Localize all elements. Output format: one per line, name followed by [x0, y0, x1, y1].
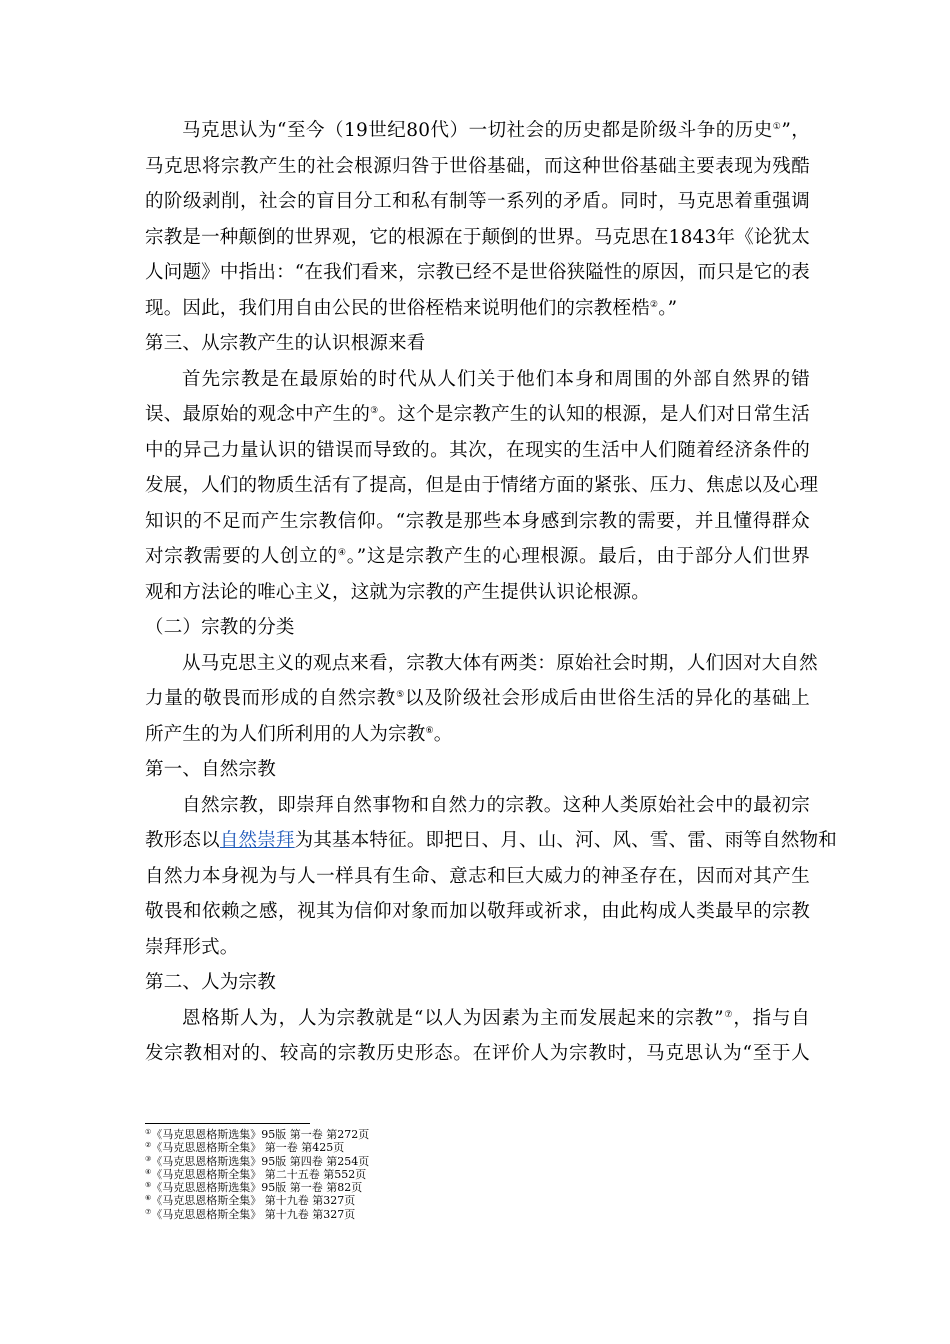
- line-text: 知识的不足而产生宗教信仰。“宗教是那些本身感到宗教的需要，并且懂得群众: [145, 510, 810, 532]
- line-text: 观和方法论的唯心主义，这就为宗教的产生提供认识论根源。: [145, 581, 650, 603]
- text-line: [145, 1036, 810, 1072]
- footnote-text: 《马克思恩格斯全集》 第十九卷 第327页: [151, 1207, 356, 1221]
- footnote-item: [145, 1194, 545, 1207]
- footnote-item: [145, 1208, 545, 1221]
- text-line: [145, 220, 810, 256]
- footnote-text: 《马克思恩格斯选集》95版 第四卷 第254页: [151, 1154, 370, 1168]
- text-line: [145, 326, 810, 362]
- text-line: [145, 255, 810, 291]
- text-line: [145, 113, 810, 149]
- footnote-text: 《马克思恩格斯选集》95版 第一卷 第272页: [151, 1128, 370, 1141]
- line-text: 自然力本身视为与人一样具有生命、意志和巨大威力的神圣存在，因而对其产生: [145, 865, 810, 887]
- text-line: [145, 504, 810, 540]
- line-text: 的阶级剥削，社会的盲目分工和私有制等一系列的矛盾。同时，马克思着重强调: [145, 191, 810, 212]
- footnote-marker[interactable]: ⑤: [396, 690, 405, 700]
- line-text: 自然宗教，即崇拜自然事物和自然力的宗教。这种人类原始社会中的最初宗: [182, 794, 810, 816]
- footnote-text: 《马克思恩格斯选集》95版 第一卷 第82页: [151, 1181, 363, 1195]
- footnote-number: ⑤: [145, 1181, 152, 1190]
- line-text-tail: 为其基本特征。即把日、月、山、河、风、雪、雷、雨等自然物和: [294, 830, 837, 851]
- line-text-tail: 。”: [658, 297, 678, 319]
- line-text-tail: ”，: [781, 120, 810, 141]
- text-line: [145, 291, 810, 327]
- footnote-separator: [145, 1123, 310, 1124]
- line-text: 第三、从宗教产生的认识根源来看: [145, 333, 426, 354]
- paragraph: [145, 113, 810, 326]
- text-line: [145, 184, 810, 220]
- line-text: 宗教是一种颠倒的世界观，它的根源在于颠倒的世界。马克思在1843年《论犹太: [145, 226, 810, 248]
- footnote-text: 《马克思恩格斯全集》 第一卷 第425页: [151, 1141, 345, 1155]
- line-text: 误、最原始的观念中产生的: [145, 404, 371, 425]
- text-line: [145, 788, 810, 824]
- footnote-item: [145, 1128, 545, 1141]
- line-text: 中的异己力量认识的错误而导致的。其次，在现实的生活中人们随着经济条件的: [145, 439, 810, 461]
- line-text-tail: 。这个是宗教产生的认知的根源，是人们对日常生活: [378, 404, 811, 425]
- paragraph: [145, 362, 819, 611]
- text-line: [145, 433, 810, 469]
- section-heading: [145, 610, 810, 646]
- line-text: 发宗教相对的、较高的宗教历史形态。在评价人为宗教时，马克思认为“至于人: [145, 1043, 810, 1064]
- line-text-tail: ，指与自: [733, 1007, 810, 1029]
- footnote-marker[interactable]: ③: [370, 406, 379, 416]
- text-line: [145, 539, 810, 575]
- line-text: 从马克思主义的观点来看，宗教大体有两类：原始社会时期，人们因对大自然: [182, 652, 818, 674]
- footnote-number: ②: [145, 1141, 152, 1150]
- text-line: [145, 575, 810, 611]
- line-text: 首先宗教是在最原始的时代从人们关于他们本身和周围的外部自然界的错: [182, 368, 810, 390]
- footnote-marker[interactable]: ②: [649, 299, 659, 310]
- text-line: [145, 752, 810, 788]
- footnote-number: ③: [145, 1154, 152, 1163]
- text-line: [145, 362, 810, 398]
- line-text: 现。因此，我们用自由公民的世俗桎梏来说明他们的宗教桎梏: [145, 297, 650, 319]
- text-line: [145, 681, 810, 717]
- footnote-number: ④: [145, 1167, 152, 1176]
- paragraph: [145, 1001, 810, 1072]
- footnote-item: [145, 1141, 545, 1154]
- text-line: [145, 894, 810, 930]
- text-line: [145, 930, 810, 966]
- text-line: [145, 397, 810, 433]
- text-line: [145, 646, 818, 682]
- line-text: 恩格斯人为，人为宗教就是“以人为因素为主而发展起来的宗教”: [182, 1007, 724, 1029]
- text-line: [145, 610, 810, 646]
- line-text: 第一、自然宗教: [145, 759, 276, 780]
- line-text: 马克思将宗教产生的社会根源归咎于世俗基础，而这种世俗基础主要表现为残酷: [145, 155, 810, 177]
- line-text: 敬畏和依赖之感，视其为信仰对象而加以敬拜或祈求，由此构成人类最早的宗教: [145, 901, 810, 922]
- text-line: [145, 717, 810, 753]
- line-text: （二）宗教的分类: [145, 617, 295, 638]
- line-text: 人问题》中指出：“在我们看来，宗教已经不是世俗狭隘性的原因，而只是它的表: [145, 262, 810, 283]
- line-text: 第二、人为宗教: [145, 972, 276, 993]
- section-heading: [145, 965, 810, 1001]
- footnote-item: [145, 1168, 545, 1181]
- footnote-marker[interactable]: ①: [772, 122, 782, 132]
- footnote-marker[interactable]: ④: [337, 548, 347, 558]
- line-text: 马克思认为“至今（19世纪80代）一切社会的历史都是阶级斗争的历史: [182, 120, 773, 141]
- text-line: [145, 965, 810, 1001]
- footnote-text: 《马克思恩格斯全集》 第二十五卷 第552页: [151, 1167, 367, 1181]
- footnote-number: ①: [145, 1128, 152, 1136]
- text-line: [145, 468, 819, 504]
- line-text: 所产生的为人们所利用的人为宗教: [145, 723, 426, 745]
- line-text-tail: 。: [433, 723, 453, 745]
- text-line: [145, 149, 810, 185]
- footnote-marker[interactable]: ⑥: [425, 725, 434, 736]
- paragraph: [145, 788, 837, 966]
- line-text: 对宗教需要的人创立的: [145, 546, 338, 567]
- line-text-tail: 。”这是宗教产生的心理根源。最后，由于部分人们世界: [346, 546, 810, 567]
- footnote-text: 《马克思恩格斯全集》 第十九卷 第327页: [151, 1194, 356, 1208]
- line-text: 崇拜形式。: [145, 936, 239, 958]
- text-line: [145, 859, 810, 895]
- body-text: [145, 113, 837, 1072]
- footnote-number: ⑥: [145, 1194, 152, 1203]
- paragraph: [145, 646, 818, 753]
- text-line: [145, 823, 837, 859]
- line-text: 发展，人们的物质生活有了提高，但是由于情绪方面的紧张、压力、焦虑以及心理: [145, 475, 819, 496]
- line-text: 教形态以: [145, 830, 220, 851]
- footnote-item: [145, 1155, 545, 1168]
- section-heading: [145, 326, 810, 362]
- footnotes: [145, 1128, 545, 1221]
- hyperlink[interactable]: 自然崇拜: [219, 830, 295, 851]
- text-line: [145, 1001, 810, 1037]
- line-text: 力量的敬畏而形成的自然宗教: [145, 688, 397, 709]
- footnote-item: [145, 1181, 545, 1194]
- line-text-tail: 以及阶级社会形成后由世俗生活的异化的基础上: [405, 688, 810, 709]
- section-heading: [145, 752, 810, 788]
- footnote-marker[interactable]: ⑦: [723, 1009, 734, 1020]
- footnote-number: ⑦: [145, 1207, 152, 1216]
